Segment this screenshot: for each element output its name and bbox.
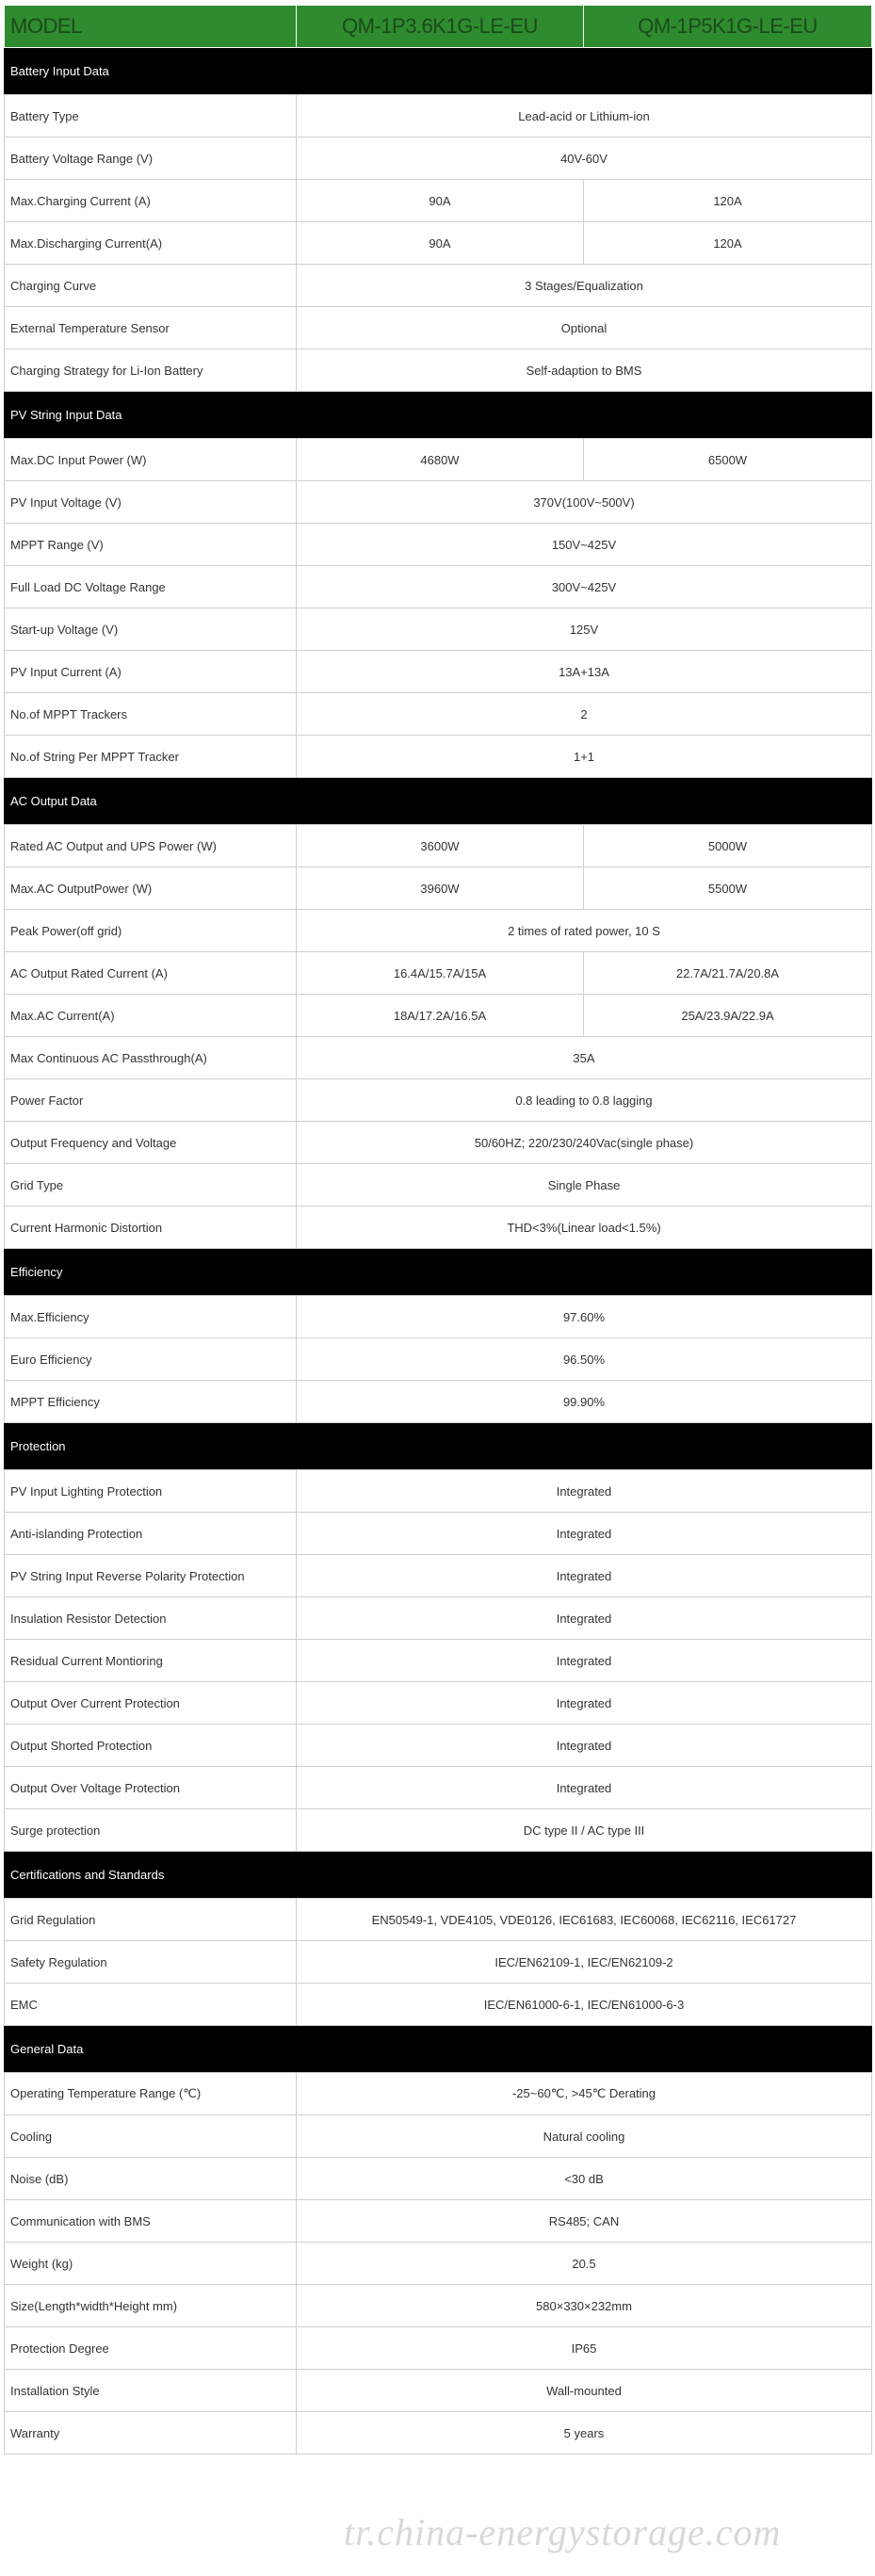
spec-value: 120A <box>584 222 872 265</box>
spec-row <box>5 736 872 778</box>
spec-label: Output Over Voltage Protection <box>5 1767 297 1809</box>
spec-label: Surge protection <box>5 1809 297 1852</box>
specification-table-body <box>5 6 872 2454</box>
spec-value: 25A/23.9A/22.9A <box>584 995 872 1037</box>
spec-row <box>5 1899 872 1941</box>
spec-value: 50/60HZ; 220/230/240Vac(single phase) <box>297 1122 872 1164</box>
spec-row <box>5 2327 872 2370</box>
spec-row <box>5 867 872 910</box>
spec-row <box>5 307 872 349</box>
spec-value: 120A <box>584 180 872 222</box>
spec-label: Max Continuous AC Passthrough(A) <box>5 1037 297 1079</box>
spec-label: PV Input Voltage (V) <box>5 481 297 524</box>
section-title: Battery Input Data <box>5 48 872 95</box>
spec-label: Max.Discharging Current(A) <box>5 222 297 265</box>
spec-label: Rated AC Output and UPS Power (W) <box>5 825 297 867</box>
spec-label: Cooling <box>5 2115 297 2158</box>
spec-row <box>5 439 872 481</box>
spec-value: 4680W <box>297 439 584 481</box>
spec-row <box>5 1640 872 1682</box>
spec-label: Noise (dB) <box>5 2158 297 2200</box>
spec-row <box>5 1338 872 1381</box>
spec-row <box>5 1164 872 1207</box>
spec-row <box>5 180 872 222</box>
spec-label: Max.AC OutputPower (W) <box>5 867 297 910</box>
section-title: Efficiency <box>5 1249 872 1296</box>
spec-label: MPPT Efficiency <box>5 1381 297 1423</box>
section-title: General Data <box>5 2026 872 2073</box>
spec-label: Peak Power(off grid) <box>5 910 297 952</box>
spec-label: Size(Length*width*Height mm) <box>5 2285 297 2327</box>
spec-row <box>5 2158 872 2200</box>
spec-value: 3 Stages/Equalization <box>297 265 872 307</box>
spec-label: Start-up Voltage (V) <box>5 608 297 651</box>
model-label: MODEL <box>5 6 297 48</box>
spec-row <box>5 566 872 608</box>
watermark-text: tr.china-energystorage.com <box>344 2511 782 2553</box>
spec-value: Integrated <box>297 1640 872 1682</box>
spec-row <box>5 995 872 1037</box>
spec-label: Grid Type <box>5 1164 297 1207</box>
spec-label: Current Harmonic Distortion <box>5 1207 297 1249</box>
spec-label: Charging Strategy for Li-Ion Battery <box>5 349 297 392</box>
spec-row <box>5 1682 872 1725</box>
spec-value: 22.7A/21.7A/20.8A <box>584 952 872 995</box>
spec-label: Weight (kg) <box>5 2243 297 2285</box>
spec-row <box>5 910 872 952</box>
spec-value: 13A+13A <box>297 651 872 693</box>
spec-row <box>5 349 872 392</box>
spec-label: Anti-islanding Protection <box>5 1513 297 1555</box>
spec-value: RS485; CAN <box>297 2200 872 2243</box>
spec-label: Max.AC Current(A) <box>5 995 297 1037</box>
spec-value: EN50549-1, VDE4105, VDE0126, IEC61683, IEC60068, IEC62116, IEC61727 <box>297 1899 872 1941</box>
spec-row <box>5 651 872 693</box>
spec-row <box>5 1941 872 1984</box>
spec-value: 90A <box>297 222 584 265</box>
section-header-battery-input-data <box>5 48 872 95</box>
spec-value: 0.8 leading to 0.8 lagging <box>297 1079 872 1122</box>
spec-value: Self-adaption to BMS <box>297 349 872 392</box>
spec-value: 35A <box>297 1037 872 1079</box>
spec-label: AC Output Rated Current (A) <box>5 952 297 995</box>
spec-label: Output Over Current Protection <box>5 1682 297 1725</box>
spec-label: Insulation Resistor Detection <box>5 1597 297 1640</box>
spec-row <box>5 1381 872 1423</box>
spec-value: 6500W <box>584 439 872 481</box>
section-title: Protection <box>5 1423 872 1470</box>
spec-row <box>5 1809 872 1852</box>
spec-row <box>5 1470 872 1513</box>
spec-row <box>5 1984 872 2026</box>
spec-value: 370V(100V~500V) <box>297 481 872 524</box>
spec-value: IEC/EN61000-6-1, IEC/EN61000-6-3 <box>297 1984 872 2026</box>
spec-row <box>5 2285 872 2327</box>
spec-label: Warranty <box>5 2412 297 2454</box>
spec-value: THD<3%(Linear load<1.5%) <box>297 1207 872 1249</box>
spec-value: 150V~425V <box>297 524 872 566</box>
spec-label: Safety Regulation <box>5 1941 297 1984</box>
spec-value: Integrated <box>297 1513 872 1555</box>
spec-value: <30 dB <box>297 2158 872 2200</box>
spec-value: Integrated <box>297 1555 872 1597</box>
spec-value: 99.90% <box>297 1381 872 1423</box>
spec-row <box>5 481 872 524</box>
spec-value: 300V~425V <box>297 566 872 608</box>
spec-label: Euro Efficiency <box>5 1338 297 1381</box>
spec-row <box>5 825 872 867</box>
spec-value: 3960W <box>297 867 584 910</box>
spec-row <box>5 1122 872 1164</box>
spec-label: Output Frequency and Voltage <box>5 1122 297 1164</box>
spec-label: PV Input Lighting Protection <box>5 1470 297 1513</box>
spec-row <box>5 1555 872 1597</box>
spec-label: Operating Temperature Range (℃) <box>5 2073 297 2115</box>
spec-row <box>5 1767 872 1809</box>
spec-row <box>5 1207 872 1249</box>
spec-value: 90A <box>297 180 584 222</box>
spec-value: 97.60% <box>297 1296 872 1338</box>
spec-row <box>5 952 872 995</box>
spec-value: 20.5 <box>297 2243 872 2285</box>
spec-value: 5 years <box>297 2412 872 2454</box>
spec-label: PV Input Current (A) <box>5 651 297 693</box>
specification-table <box>4 5 872 2454</box>
spec-label: Max.Efficiency <box>5 1296 297 1338</box>
spec-value: 3600W <box>297 825 584 867</box>
spec-value: Integrated <box>297 1767 872 1809</box>
spec-row <box>5 2115 872 2158</box>
spec-label: Power Factor <box>5 1079 297 1122</box>
spec-label: PV String Input Reverse Polarity Protection <box>5 1555 297 1597</box>
spec-label: No.of String Per MPPT Tracker <box>5 736 297 778</box>
spec-value: 1+1 <box>297 736 872 778</box>
model-name: QM-1P3.6K1G-LE-EU <box>297 6 584 48</box>
spec-value: 40V-60V <box>297 138 872 180</box>
spec-label: Communication with BMS <box>5 2200 297 2243</box>
spec-value: -25~60℃, >45℃ Derating <box>297 2073 872 2115</box>
spec-row <box>5 1296 872 1338</box>
spec-value: IP65 <box>297 2327 872 2370</box>
spec-value: 125V <box>297 608 872 651</box>
spec-value: 5500W <box>584 867 872 910</box>
spec-label: Protection Degree <box>5 2327 297 2370</box>
spec-row <box>5 1597 872 1640</box>
spec-value: 5000W <box>584 825 872 867</box>
spec-label: Max.DC Input Power (W) <box>5 439 297 481</box>
spec-row <box>5 222 872 265</box>
model-header-row <box>5 6 872 48</box>
spec-value: 2 <box>297 693 872 736</box>
spec-value: Single Phase <box>297 1164 872 1207</box>
spec-value: 16.4A/15.7A/15A <box>297 952 584 995</box>
spec-value: Optional <box>297 307 872 349</box>
spec-value: IEC/EN62109-1, IEC/EN62109-2 <box>297 1941 872 1984</box>
spec-value: 18A/17.2A/16.5A <box>297 995 584 1037</box>
spec-value: Integrated <box>297 1470 872 1513</box>
spec-value: Integrated <box>297 1725 872 1767</box>
spec-row <box>5 2200 872 2243</box>
spec-value: Integrated <box>297 1597 872 1640</box>
section-header-efficiency <box>5 1249 872 1296</box>
spec-label: MPPT Range (V) <box>5 524 297 566</box>
spec-row <box>5 95 872 138</box>
spec-value: Lead-acid or Lithium-ion <box>297 95 872 138</box>
section-header-ac-output-data <box>5 778 872 825</box>
spec-label: Residual Current Montioring <box>5 1640 297 1682</box>
spec-label: Output Shorted Protection <box>5 1725 297 1767</box>
spec-value: Natural cooling <box>297 2115 872 2158</box>
section-title: Certifications and Standards <box>5 1852 872 1899</box>
spec-row <box>5 1037 872 1079</box>
section-header-protection <box>5 1423 872 1470</box>
spec-label: Battery Type <box>5 95 297 138</box>
spec-label: External Temperature Sensor <box>5 307 297 349</box>
spec-row <box>5 265 872 307</box>
spec-row <box>5 693 872 736</box>
spec-label: Installation Style <box>5 2370 297 2412</box>
spec-row <box>5 1079 872 1122</box>
spec-label: Charging Curve <box>5 265 297 307</box>
spec-value: DC type II / AC type III <box>297 1809 872 1852</box>
spec-value: Integrated <box>297 1682 872 1725</box>
spec-row <box>5 2073 872 2115</box>
spec-label: Max.Charging Current (A) <box>5 180 297 222</box>
spec-value: 2 times of rated power, 10 S <box>297 910 872 952</box>
section-header-pv-string-input-data <box>5 392 872 439</box>
spec-row <box>5 1725 872 1767</box>
spec-label: Full Load DC Voltage Range <box>5 566 297 608</box>
spec-label: Grid Regulation <box>5 1899 297 1941</box>
spec-row <box>5 2243 872 2285</box>
model-name: QM-1P5K1G-LE-EU <box>584 6 872 48</box>
spec-row <box>5 138 872 180</box>
section-title: PV String Input Data <box>5 392 872 439</box>
spec-value: 580×330×232mm <box>297 2285 872 2327</box>
spec-label: No.of MPPT Trackers <box>5 693 297 736</box>
section-header-certifications-and-standards <box>5 1852 872 1899</box>
section-header-general-data <box>5 2026 872 2073</box>
spec-row <box>5 2412 872 2454</box>
spec-row <box>5 2370 872 2412</box>
spec-table-container <box>4 5 871 2454</box>
spec-value: 96.50% <box>297 1338 872 1381</box>
spec-row <box>5 608 872 651</box>
section-title: AC Output Data <box>5 778 872 825</box>
spec-label: EMC <box>5 1984 297 2026</box>
spec-row <box>5 524 872 566</box>
spec-value: Wall-mounted <box>297 2370 872 2412</box>
spec-label: Battery Voltage Range (V) <box>5 138 297 180</box>
spec-row <box>5 1513 872 1555</box>
